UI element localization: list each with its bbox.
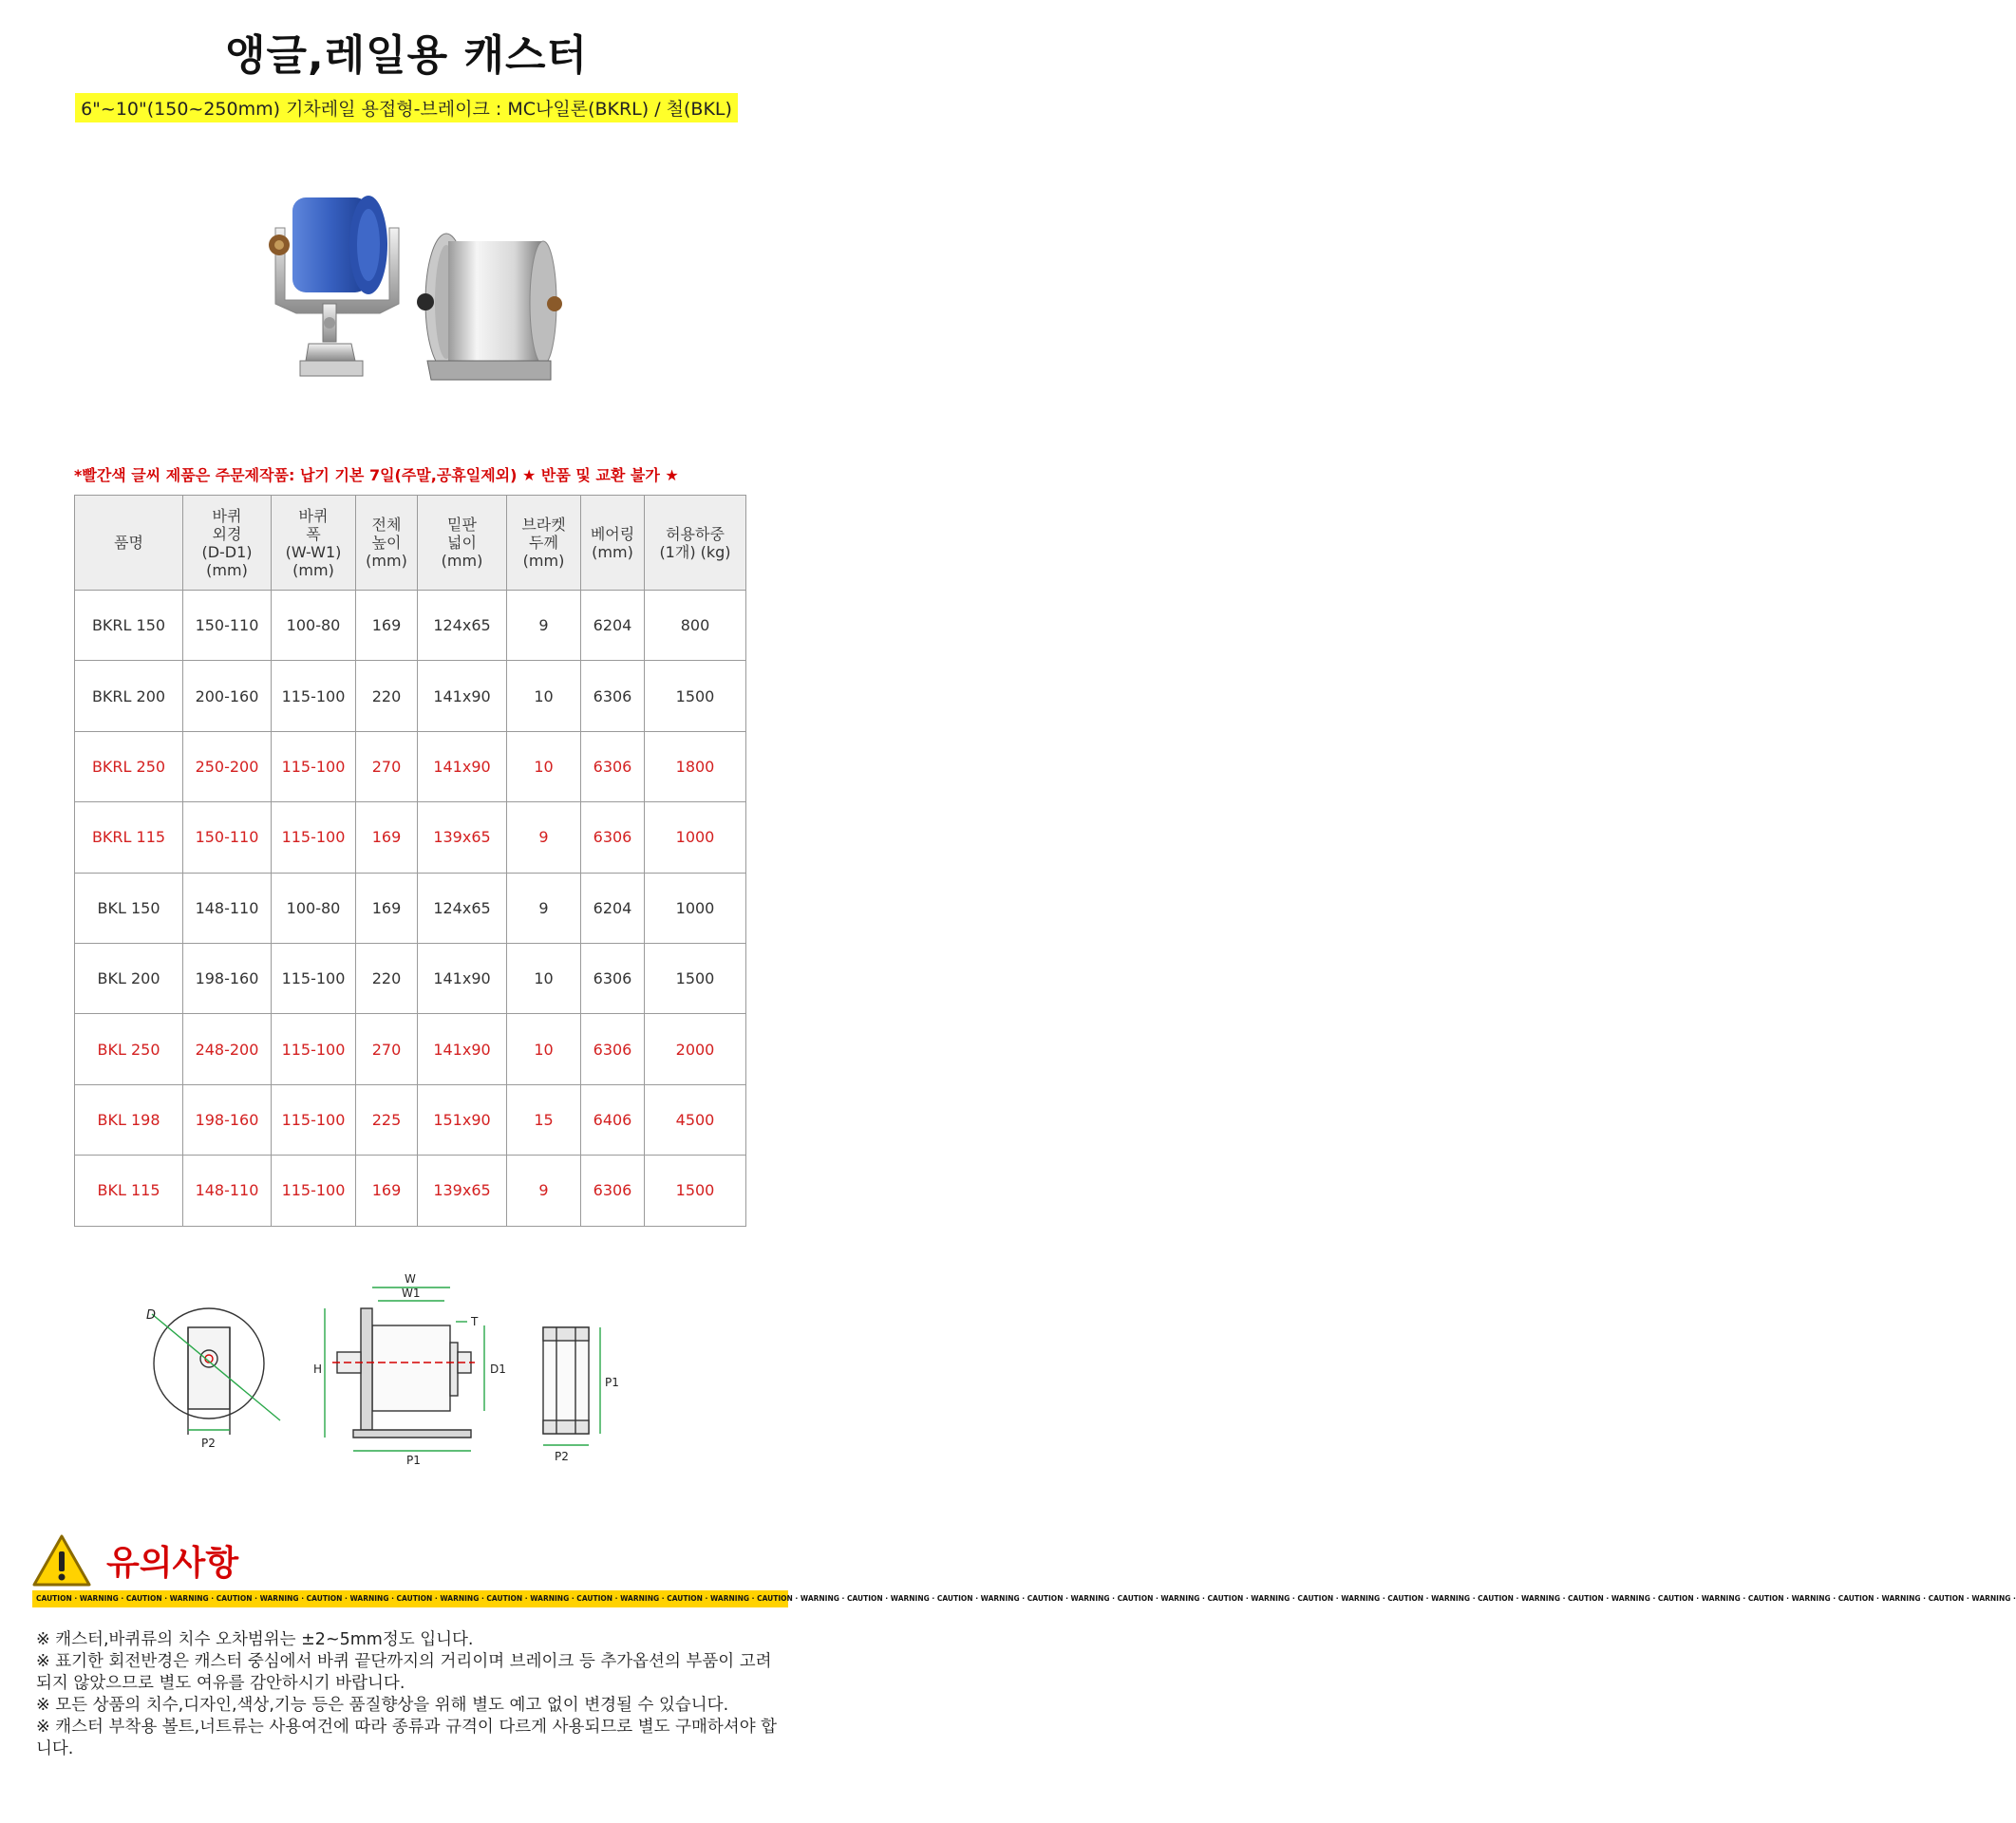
table-row (75, 731, 746, 801)
table-cell: 6406 (581, 1084, 645, 1155)
table-cell: 141x90 (418, 661, 507, 731)
note-item: ※ 모든 상품의 치수,디자인,색상,기능 등은 품질향상을 위해 별도 예고 없이 변경될 수 있습니다. (36, 1696, 729, 1715)
custom-order-notice: *빨간색 글씨 제품은 주문제작품: 납기 기본 7일(주말,공휴일제외) ★ 반품 및 교환 불가 ★ (74, 466, 679, 484)
header-cell: 허용하중 (1개) (kg) (645, 496, 746, 591)
header-cell: 브라켓 두께 (mm) (507, 496, 581, 591)
product-name-cell: BKRL 200 (75, 661, 183, 731)
subtitle-wrap (0, 93, 813, 122)
table-cell: 1500 (645, 943, 746, 1013)
label-w1: W1 (402, 1287, 421, 1300)
product-photo-blue-caster (256, 171, 408, 399)
table-cell: 139x65 (418, 1156, 507, 1226)
product-name-cell: BKRL 250 (75, 731, 183, 801)
table-cell: 250-200 (183, 731, 272, 801)
table-row (75, 943, 746, 1013)
table-cell: 6306 (581, 731, 645, 801)
table-cell: 6204 (581, 873, 645, 943)
table-cell: 248-200 (183, 1014, 272, 1084)
table-cell: 139x65 (418, 802, 507, 873)
table-row (75, 1084, 746, 1155)
table-cell: 169 (356, 873, 418, 943)
table-cell: 6306 (581, 943, 645, 1013)
table-cell: 124x65 (418, 591, 507, 661)
table-cell: 198-160 (183, 943, 272, 1013)
table-cell: 10 (507, 731, 581, 801)
table-cell: 1000 (645, 802, 746, 873)
note-item: ※ 표기한 회전반경은 캐스터 중심에서 바퀴 끝단까지의 거리이며 브레이크 등 추가옵션의 부품이 고려되지 않았으므로 별도 여유를 감안하시기 바랍니다. (36, 1652, 772, 1693)
table-cell: 6306 (581, 1014, 645, 1084)
header-cell: 밑판 넓이 (mm) (418, 496, 507, 591)
product-name-cell: BKRL 150 (75, 591, 183, 661)
label-d: D (146, 1308, 157, 1323)
dimension-diagram (0, 1269, 813, 1468)
header-cell: 전체 높이 (mm) (356, 496, 418, 591)
product-name-cell: BKRL 115 (75, 802, 183, 873)
product-name-cell: BKL 198 (75, 1084, 183, 1155)
table-cell: 198-160 (183, 1084, 272, 1155)
side-view-drawing (152, 1308, 280, 1435)
table-cell: 150-110 (183, 802, 272, 873)
spec-table (74, 495, 746, 1227)
front-view-drawing (325, 1287, 484, 1451)
table-cell: 9 (507, 591, 581, 661)
table-cell: 141x90 (418, 943, 507, 1013)
header-cell: 바퀴 폭 (W-W1) (mm) (272, 496, 356, 591)
table-row (75, 873, 746, 943)
label-p1-front: P1 (406, 1454, 421, 1467)
caution-title: 유의사항 (106, 1544, 239, 1583)
table-cell: 225 (356, 1084, 418, 1155)
table-cell: 9 (507, 802, 581, 873)
table-cell: 800 (645, 591, 746, 661)
product-name-cell: BKL 115 (75, 1156, 183, 1226)
table-cell: 115-100 (272, 1156, 356, 1226)
product-photo-steel-caster (408, 228, 579, 389)
table-cell: 169 (356, 802, 418, 873)
table-cell: 115-100 (272, 943, 356, 1013)
table-cell: 15 (507, 1084, 581, 1155)
table-cell: 6204 (581, 591, 645, 661)
label-t: T (471, 1315, 479, 1328)
table-cell: 115-100 (272, 731, 356, 801)
table-cell: 115-100 (272, 802, 356, 873)
table-cell: 169 (356, 1156, 418, 1226)
table-cell: 1500 (645, 1156, 746, 1226)
label-p2-top: P2 (555, 1450, 569, 1463)
table-cell: 151x90 (418, 1084, 507, 1155)
table-cell: 1500 (645, 661, 746, 731)
table-cell: 6306 (581, 1156, 645, 1226)
header-cell: 베어링 (mm) (581, 496, 645, 591)
table-cell: 1000 (645, 873, 746, 943)
table-cell: 141x90 (418, 1014, 507, 1084)
table-cell: 220 (356, 943, 418, 1013)
label-d1: D1 (490, 1363, 506, 1376)
label-p2-side: P2 (201, 1437, 216, 1450)
table-cell: 115-100 (272, 1084, 356, 1155)
table-cell: 270 (356, 1014, 418, 1084)
table-cell: 148-110 (183, 873, 272, 943)
note-item: ※ 캐스터,바퀴류의 치수 오차범위는 ±2~5mm정도 입니다. (36, 1630, 474, 1649)
table-cell: 124x65 (418, 873, 507, 943)
label-h: H (313, 1363, 323, 1376)
table-cell: 9 (507, 1156, 581, 1226)
table-cell: 10 (507, 661, 581, 731)
caution-tape-text: CAUTION · WARNING · CAUTION · WARNING · CAUTION · WARNING · CAUTION · WARNING · CAUTION · WARNING · CAUTION · WARNING · CAUTION · WARNING · CAUTION · WARNING · CAUTION · WARNING · CAUTION · WARNING · CAUTION · WARNING · CAUTION · WARNING · CAUTION · WARNING · CAUTION · WARNING · CAUTION · WARNING · CAUTION · WARNING · CAUTION · WARNING · CAUTION · WARNING · CAUTION · WARNING · CAUTION · WARNING · CAUTION · WARNING · CAUTION · WARNING · (36, 1594, 2016, 1603)
warning-triangle-icon (30, 1531, 93, 1591)
table-cell: 100-80 (272, 873, 356, 943)
table-cell: 115-100 (272, 1014, 356, 1084)
table-cell: 6306 (581, 802, 645, 873)
header-cell: 품명 (75, 496, 183, 591)
caution-notes (36, 1629, 786, 1760)
product-name-cell: BKL 200 (75, 943, 183, 1013)
table-cell: 100-80 (272, 591, 356, 661)
top-view-drawing (543, 1327, 600, 1445)
header-cell: 바퀴 외경 (D-D1) (mm) (183, 496, 272, 591)
table-cell: 148-110 (183, 1156, 272, 1226)
table-cell: 10 (507, 943, 581, 1013)
table-cell: 169 (356, 591, 418, 661)
table-header-row (75, 496, 746, 591)
table-row (75, 802, 746, 873)
caution-tape (32, 1590, 2016, 1607)
table-cell: 1800 (645, 731, 746, 801)
table-cell: 220 (356, 661, 418, 731)
page-title: 앵글,레일용 캐스터 (224, 31, 589, 80)
table-cell: 6306 (581, 661, 645, 731)
table-cell: 9 (507, 873, 581, 943)
table-cell: 200-160 (183, 661, 272, 731)
table-cell: 141x90 (418, 731, 507, 801)
table-cell: 4500 (645, 1084, 746, 1155)
table-row (75, 591, 746, 661)
subtitle-highlight: 6"~10"(150~250mm) 기차레일 용접형-브레이크 : MC나일론(BKRL) / 철(BKL) (75, 93, 738, 122)
label-w: W (405, 1272, 416, 1286)
table-cell: 150-110 (183, 591, 272, 661)
table-cell: 270 (356, 731, 418, 801)
product-name-cell: BKL 250 (75, 1014, 183, 1084)
table-cell: 2000 (645, 1014, 746, 1084)
label-p1-top: P1 (605, 1376, 619, 1389)
table-cell: 115-100 (272, 661, 356, 731)
product-name-cell: BKL 150 (75, 873, 183, 943)
table-row (75, 1014, 746, 1084)
table-cell: 10 (507, 1014, 581, 1084)
table-row (75, 661, 746, 731)
table-row (75, 1156, 746, 1226)
note-item: ※ 캐스터 부착용 볼트,너트류는 사용여건에 따라 종류과 규격이 다르게 사용되므로 별도 구매하셔야 합니다. (36, 1718, 778, 1758)
